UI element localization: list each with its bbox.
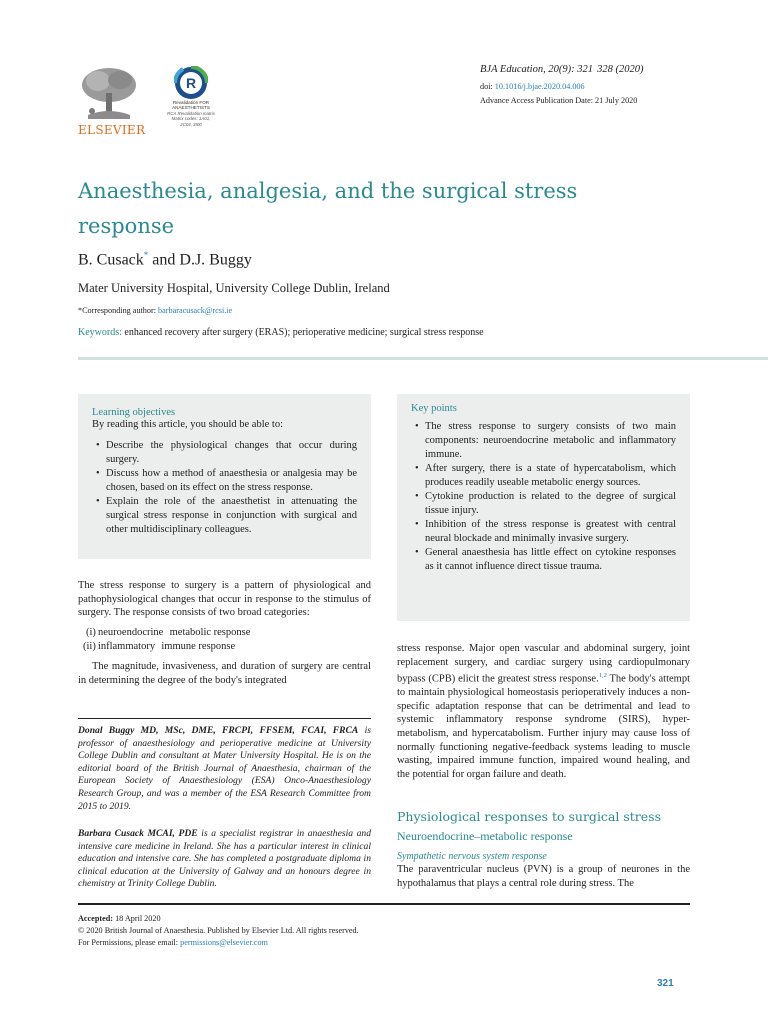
accepted-date: 18 April 2020 xyxy=(113,914,161,923)
keywords-label: Keywords: xyxy=(78,327,122,338)
corresponding-author xyxy=(78,306,232,315)
subsection-heading: Neuroendocrine–metabolic response xyxy=(397,829,573,843)
list-item: • Inhibition of the stress response is greatest with central neural blockade and minimally invasive surgery. xyxy=(411,518,676,546)
stress-response-text-a: stress response. Major open vascular and abdominal surgery, joint replacement surgery, and cardiac surgery using cardiopulmonary bypass (CPB) elicit the greatest stress response. xyxy=(397,643,690,685)
learning-objectives-box xyxy=(78,394,371,559)
corr-email-link[interactable]: barbaracusack@rcsi.ie xyxy=(158,306,233,315)
authors xyxy=(78,250,252,269)
list-item: • General anaesthesia has little effect on cytokine responses as it cannot influence direct tissue trauma. xyxy=(411,546,676,574)
footer-divider xyxy=(78,903,690,905)
revalidation-badge-icon xyxy=(174,66,208,100)
permissions-label: For Permissions, please email: xyxy=(78,938,181,947)
bio-cusack-text: is a specialist registrar in anaesthesia and intensive care medicine in Ireland. She has a particular interest in clinical education and intensive care. She has completed a postgraduate diploma in clinical education at the University of Galway and an honours degree in chemistry at Trinity College Dublin. xyxy=(78,828,372,890)
reval-note-2: Matrix codes: 1A01, xyxy=(171,116,211,122)
revalidation-logo xyxy=(166,66,216,127)
key-points-box xyxy=(397,394,690,621)
author-2: and D.J. Buggy xyxy=(148,251,252,269)
bio-buggy-name: Donal Buggy MD, MSc, DME, FRCPI, FFSEM, FCAI, FRCA xyxy=(78,725,359,736)
key-points-title: Key points xyxy=(411,403,457,414)
copyright: © 2020 British Journal of Anaesthesia. Published by Elsevier Ltd. All rights reserved. xyxy=(78,926,359,935)
journal-citation: BJA Education, 20(9): 321 328 (2020) xyxy=(480,64,644,75)
intro-paragraph: The stress response to surgery is a pattern of physiological and pathophysiological changes that occur in response to the stimulus of surgery. The response consists of two broad categories: xyxy=(78,580,371,619)
doi-link[interactable]: 10.1016/j.bjae.2020.04.006 xyxy=(494,82,585,91)
title-line-2: response xyxy=(78,214,175,238)
corresponding-mark[interactable]: * xyxy=(143,250,149,260)
list-item: • Explain the role of the anaesthetist in attenuating the surgical stress response in conjunction with surgical and other multidisciplinary colleagues. xyxy=(92,495,357,537)
keywords-value: enhanced recovery after surgery (ERAS); perioperative medicine; surgical stress response xyxy=(124,327,484,338)
advance-access: Advance Access Publication Date: 21 July 2020 xyxy=(480,96,638,105)
bio-cusack xyxy=(78,828,371,891)
title-line-1: Anaesthesia, analgesia, and the surgical stress xyxy=(78,179,578,203)
journal-info xyxy=(480,64,644,108)
header-divider xyxy=(78,357,768,360)
learning-objectives-intro: By reading this article, you should be able to: xyxy=(92,419,283,430)
list-item: • Cytokine production is related to the degree of surgical tissue injury. xyxy=(411,490,676,518)
stress-response-text-b: The body's attempt to maintain physiological homeostasis perioperatively induces a non-specific adaptation response that can be detrimental and lead to systemic inflammatory response syndrome (SIRS), hyper-metabolism, and hypercatabolism. Further injury may cause loss of normally functioning negative-feedback systems leading to muscle wasting, impaired immune function, impaired wound healing, and the potential for organ failure and death. xyxy=(397,673,690,780)
category-list-i: (i) neuroendocrine metabolic response xyxy=(86,627,251,638)
accepted-label: Accepted: xyxy=(78,914,114,923)
elsevier-tree-icon xyxy=(78,65,140,121)
learning-objectives-title: Learning objectives xyxy=(92,407,176,418)
footer xyxy=(78,913,359,949)
affiliation: Mater University Hospital, University College Dublin, Ireland xyxy=(78,281,390,295)
list-item: • Describe the physiological changes that occur during surgery. xyxy=(92,439,357,467)
reval-tagline: Revalidation FOR ANAESTHETISTS xyxy=(172,100,210,111)
stress-response-paragraph xyxy=(397,642,690,781)
magnitude-paragraph: The magnitude, invasiveness, and duration of surgery are central in determining the degree of the body's integrated xyxy=(78,661,371,686)
bio-cusack-name: Barbara Cusack MCAI, PDE xyxy=(78,828,198,839)
page-number: 321 xyxy=(657,978,674,989)
section-heading: Physiological responses to surgical stress xyxy=(397,809,662,824)
reval-note-1: RCA Revalidation matrix xyxy=(167,110,215,116)
learning-objectives-list xyxy=(92,439,357,537)
bio-buggy-text: is professor of anaesthesiology and perioperative medicine at University College Dublin and consultant at Mater University Hospital. He is on the editorial board of the British Journal of Anaesthesia, chairman of the European Society of Anaesthesiology (ESA) Onco-Anaesthesiology Research Group, and was a member of the ESA Research Committee from 2015 to 2019. xyxy=(78,725,371,812)
reval-note-3: 2C04, 3I00 xyxy=(180,121,202,127)
key-points-list xyxy=(411,420,676,574)
corr-label: *Corresponding author: xyxy=(78,306,156,315)
elsevier-logo xyxy=(78,65,146,137)
bio-buggy xyxy=(78,725,371,813)
list-item: • The stress response to surgery consists of two main components: neuroendocrine metabolic and inflammatory immune. xyxy=(411,420,676,462)
author-1: B. Cusack xyxy=(78,251,144,269)
subsubsection-heading: Sympathetic nervous system response xyxy=(397,851,547,862)
article-title xyxy=(78,174,638,244)
pvn-paragraph: The paraventricular nucleus (PVN) is a group of neurones in the hypothalamus that plays a central role during stress. The xyxy=(397,864,690,889)
publisher-name: ELSEVIER xyxy=(78,123,146,137)
citation-link[interactable]: 1,2 xyxy=(598,672,607,680)
doi-label: doi: xyxy=(480,82,493,91)
list-item: • Discuss how a method of anaesthesia or analgesia may be chosen, based on its effect on the stress response. xyxy=(92,467,357,495)
reval-letter: R xyxy=(185,75,197,91)
category-list-ii: (ii) inflammatory immune response xyxy=(83,641,236,652)
keywords xyxy=(78,327,484,338)
bio-divider xyxy=(78,718,371,719)
permissions-email-link[interactable]: permissions@elsevier.com xyxy=(180,938,268,947)
list-item: • After surgery, there is a state of hypercatabolism, which produces readily useable metabolic energy sources. xyxy=(411,462,676,490)
